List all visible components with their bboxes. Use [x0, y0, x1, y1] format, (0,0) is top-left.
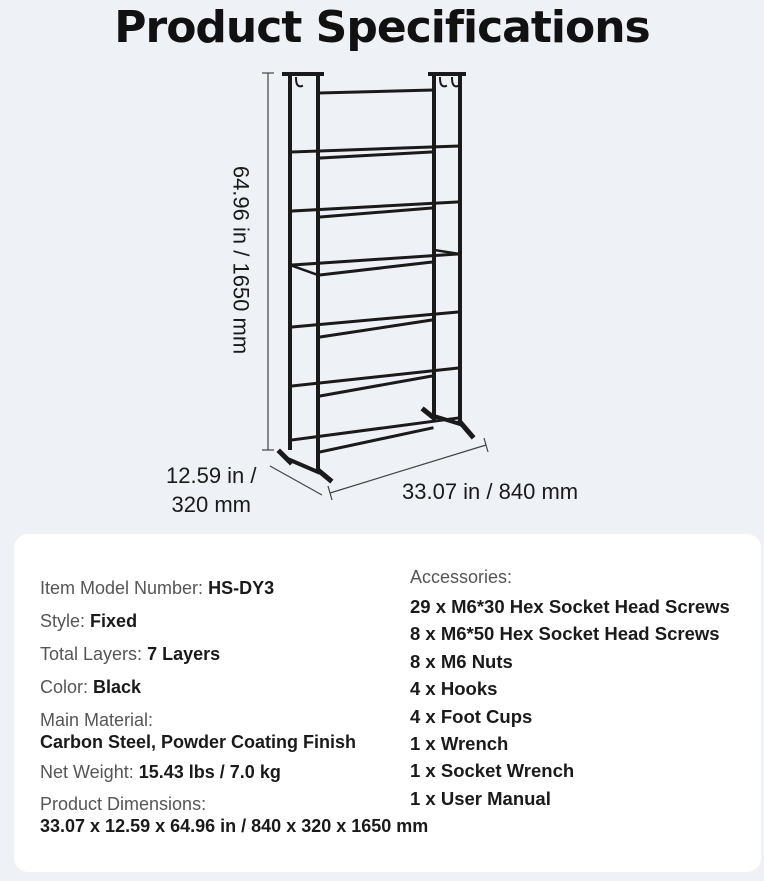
depth-dimension-line2: 320 mm [171, 491, 251, 517]
depth-dimension-line1: 12.59 in / [166, 463, 257, 488]
spec-layers-label: Total Layers: [40, 644, 143, 664]
width-dimension-label: 33.07 in / 840 mm [402, 479, 579, 504]
spec-model [40, 577, 274, 599]
accessory-item: 1 x Wrench [410, 733, 509, 755]
spec-model-value: HS-DY3 [208, 578, 275, 598]
spec-layers-value: 7 Layers [147, 644, 221, 664]
spec-material-value: Carbon Steel, Powder Coating Finish [40, 732, 357, 752]
depth-dimension-label [166, 462, 257, 519]
spec-product-dimensions-label: Product Dimensions: [40, 794, 207, 814]
spec-material-label: Main Material: [40, 710, 154, 730]
page-title: Product Specifications [114, 2, 650, 53]
spec-product-dimensions [40, 793, 428, 837]
spec-color-label: Color: [40, 677, 89, 697]
dimension-lines [262, 73, 488, 500]
accessory-item: 1 x Socket Wrench [410, 760, 575, 782]
spec-style-label: Style: [40, 611, 86, 631]
spec-style-value: Fixed [90, 611, 138, 631]
spec-weight-label: Net Weight: [40, 762, 134, 782]
accessory-item: 4 x Foot Cups [410, 705, 533, 727]
accessory-item: 8 x M6*50 Hex Socket Head Screws [410, 623, 720, 645]
accessories-list [410, 593, 730, 812]
spec-color [40, 676, 141, 698]
spec-material [40, 709, 356, 753]
spec-color-value: Black [93, 677, 142, 697]
spec-weight [40, 761, 281, 783]
accessory-item: 1 x User Manual [410, 787, 551, 809]
accessory-item: 29 x M6*30 Hex Socket Head Screws [410, 596, 730, 617]
accessory-item: 4 x Hooks [410, 678, 498, 700]
specifications-card [14, 534, 761, 872]
spec-layers [40, 643, 220, 665]
height-dimension-label: 64.96 in / 1650 mm [228, 165, 254, 355]
spec-product-dimensions-value: 33.07 x 12.59 x 64.96 in / 840 x 320 x 1650 mm [40, 816, 429, 836]
spec-weight-value: 15.43 lbs / 7.0 kg [138, 762, 281, 782]
rack-frame [280, 74, 472, 480]
spec-style [40, 610, 137, 632]
accessory-item: 8 x M6 Nuts [410, 650, 513, 672]
accessories-title: Accessories: [410, 567, 513, 587]
spec-model-label: Item Model Number: [40, 578, 204, 598]
